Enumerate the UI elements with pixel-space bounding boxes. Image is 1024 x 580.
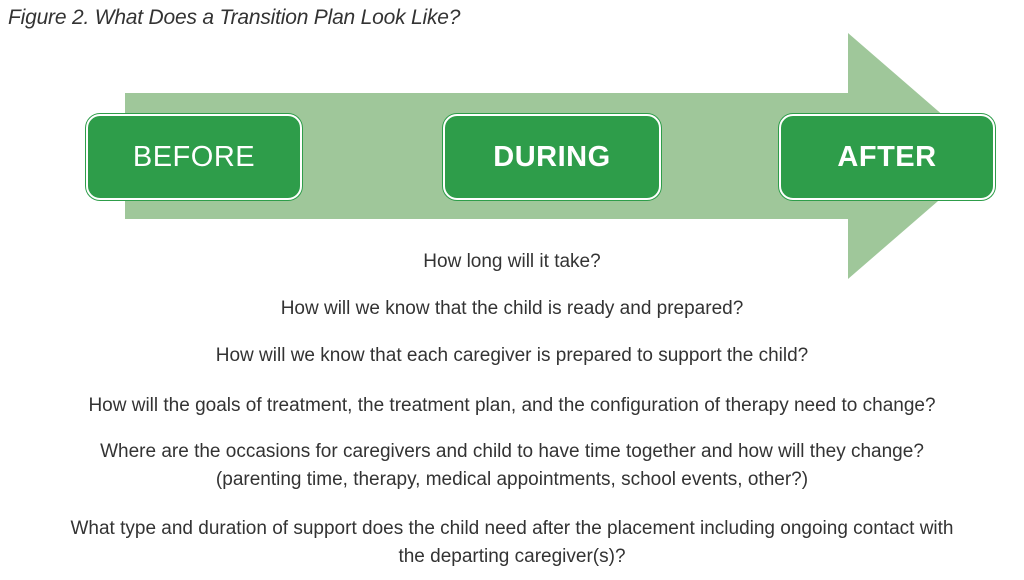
question-item — [0, 295, 1024, 323]
question-line: How will we know that each caregiver is prepared to support the child? — [215, 345, 809, 366]
question-line: Where are the occasions for caregivers and child to have time together and how will they change? — [100, 441, 924, 462]
question-line: the departing caregiver(s)? — [398, 546, 626, 567]
stage-before: BEFORE — [86, 114, 302, 200]
question-line: How long will it take? — [423, 251, 601, 272]
question-item — [0, 392, 1024, 420]
stage-after: AFTER — [779, 114, 995, 200]
question-line: (parenting time, therapy, medical appointments, school events, other?) — [215, 469, 809, 490]
question-line: How will we know that the child is ready and prepared? — [280, 298, 744, 319]
question-item — [0, 248, 1024, 276]
question-item — [0, 515, 1024, 571]
question-line: How will the goals of treatment, the treatment plan, and the configuration of therapy need to change? — [88, 395, 936, 416]
figure-title: Figure 2. What Does a Transition Plan Look Like? — [8, 6, 461, 29]
stage-during: DURING — [443, 114, 661, 200]
question-item — [0, 342, 1024, 370]
question-line: What type and duration of support does the child need after the placement including ongoing contact with — [70, 518, 954, 539]
question-item — [0, 438, 1024, 494]
